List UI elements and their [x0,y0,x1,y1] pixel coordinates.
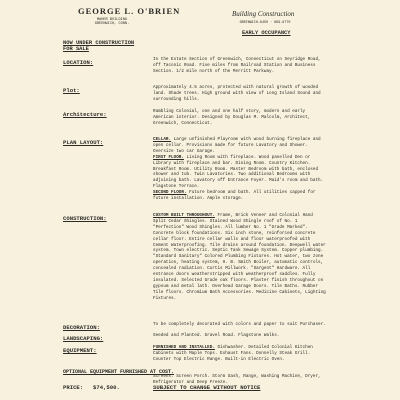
optional-equipment-text: Screens. Screen Porch. Storm Sash, Range, Washing Machine, Dryer, Refrigerator and Deep Freeze. [153,374,321,385]
plan-layout-label: PLAN LAYOUT: [63,139,104,146]
price-value: $74,500. [93,384,120,391]
decoration-label: DECORATION: [63,324,100,331]
equipment-text: FURNISHED AND INSTALLED. Dishwasher. Detailed Colonial Kitchen Cabinets with Maple Tops. Exhaust Fans. Donnelly Steak Grill. Counter Top Electric Range. Built-in Electric Oven. [153,345,313,362]
plan-layout-text: CELLAR. Large unfinished Playroom with wood burning fireplace and open cellar. Provisions made for future Lavatory and Shower. Oversize two car Garage. FIRST FLOOR. Living Room with fireplace. Wood panelled Den or Library with fireplace and bar. Dining Room. Country Kitchen. Breakfast Room. Utility Room. Master Bedroom with bath, enclosed shower and tub. Twin Lavatories. Two additional Bedrooms with adjoining bath. Lavatory off Entrance Foyer. Maid's room and bath. Flagstone Terrace. SECOND FLOOR. Future bedroom and bath. All utilities capped for future installation. Ample storage. [153,137,324,202]
price-label: PRICE: [63,384,84,391]
sale-status: NOW UNDER CONSTRUCTION FOR SALE [63,40,135,53]
plot-text: Approximately 4.5 acres, protected with natural growth of wooded land. Shade trees. High ground with view of Long Island Sound and surrounding hills. [153,85,321,102]
company-name: GEORGE L. O'BRIEN [78,6,181,16]
architecture-label: Architecture: [63,111,107,118]
architecture-text: Rambling Colonial, one and one half story, modern and early American interior. Designed by Douglas M. Malcolm, Architect, Greenwich, Connecticut. [153,109,311,126]
construction-label: CONSTRUCTION: [63,215,107,222]
subject-to-change: SUBJECT TO CHANGE WITHOUT NOTICE [153,384,261,391]
optional-equipment-label: OPTIONAL EQUIPMENT FURNISHED AT COST. [63,369,175,375]
plot-label: Plot: [63,87,80,94]
construction-text: CUSTOM BUILT THROUGHOUT. Frame, Brick Veneer and Colonial Hand Split Cedar Shingles. Stained Wood Shingle roof of No. 1 "Perfection" Wood Shingles. All lumber No. 1 "Grade Marked". Concrete block foundations. Six inch stone, reinforced concrete cellar floor. Entire cellar walls and floor waterproofed with Cement Waterproofing. Tile drains around foundation. Deepwell water system. Town electric. Septic Tank Sewage System. Copper plumbing. "Standard Sanitary" Colored Plumbing Fixtures. Hot water, two zone operation, heating system, H. B. Smith Boiler, automatic controls, concealed radiation. Curtis Millwork. "Sargent" Hardware. All entrance doors weatherstripped with weatherproof saddles. Fully insulated. Selected Grade oak floors. Plaster finish throughout on gypsum and metal lath. Overhead Garage Doors. Tile Baths. Rubber Tile floors. Chromium Bath Accessories. Medicine Cabinets, Lighting Fixtures. [153,213,326,301]
location-label: LOCATION: [63,59,94,66]
company-address: MAHER BUILDING GREENWICH, CONN. [94,18,130,27]
building-construction-title: Building Construction [232,10,295,18]
equipment-label: EQUIPMENT: [63,347,97,354]
phone-numbers: GREENWICH-6450 · 869-8770 [239,21,291,25]
landscaping-text: Seeded and Planted. Gravel Road. Flagstone Walks. [153,333,280,338]
early-occupancy: EARLY OCCUPANCY [242,30,291,36]
location-text: In the Estate Section of Greenwich, Connecticut on Seyridge Road, off Taconic Road. Five miles from Railroad Station and Business Section. 1/2 mile north of the Merritt Parkway. [153,57,321,74]
decoration-text: To be completely decorated with colors and paper to suit Purchaser. [153,322,326,327]
landscaping-label: LANDSCAPING: [63,335,104,342]
